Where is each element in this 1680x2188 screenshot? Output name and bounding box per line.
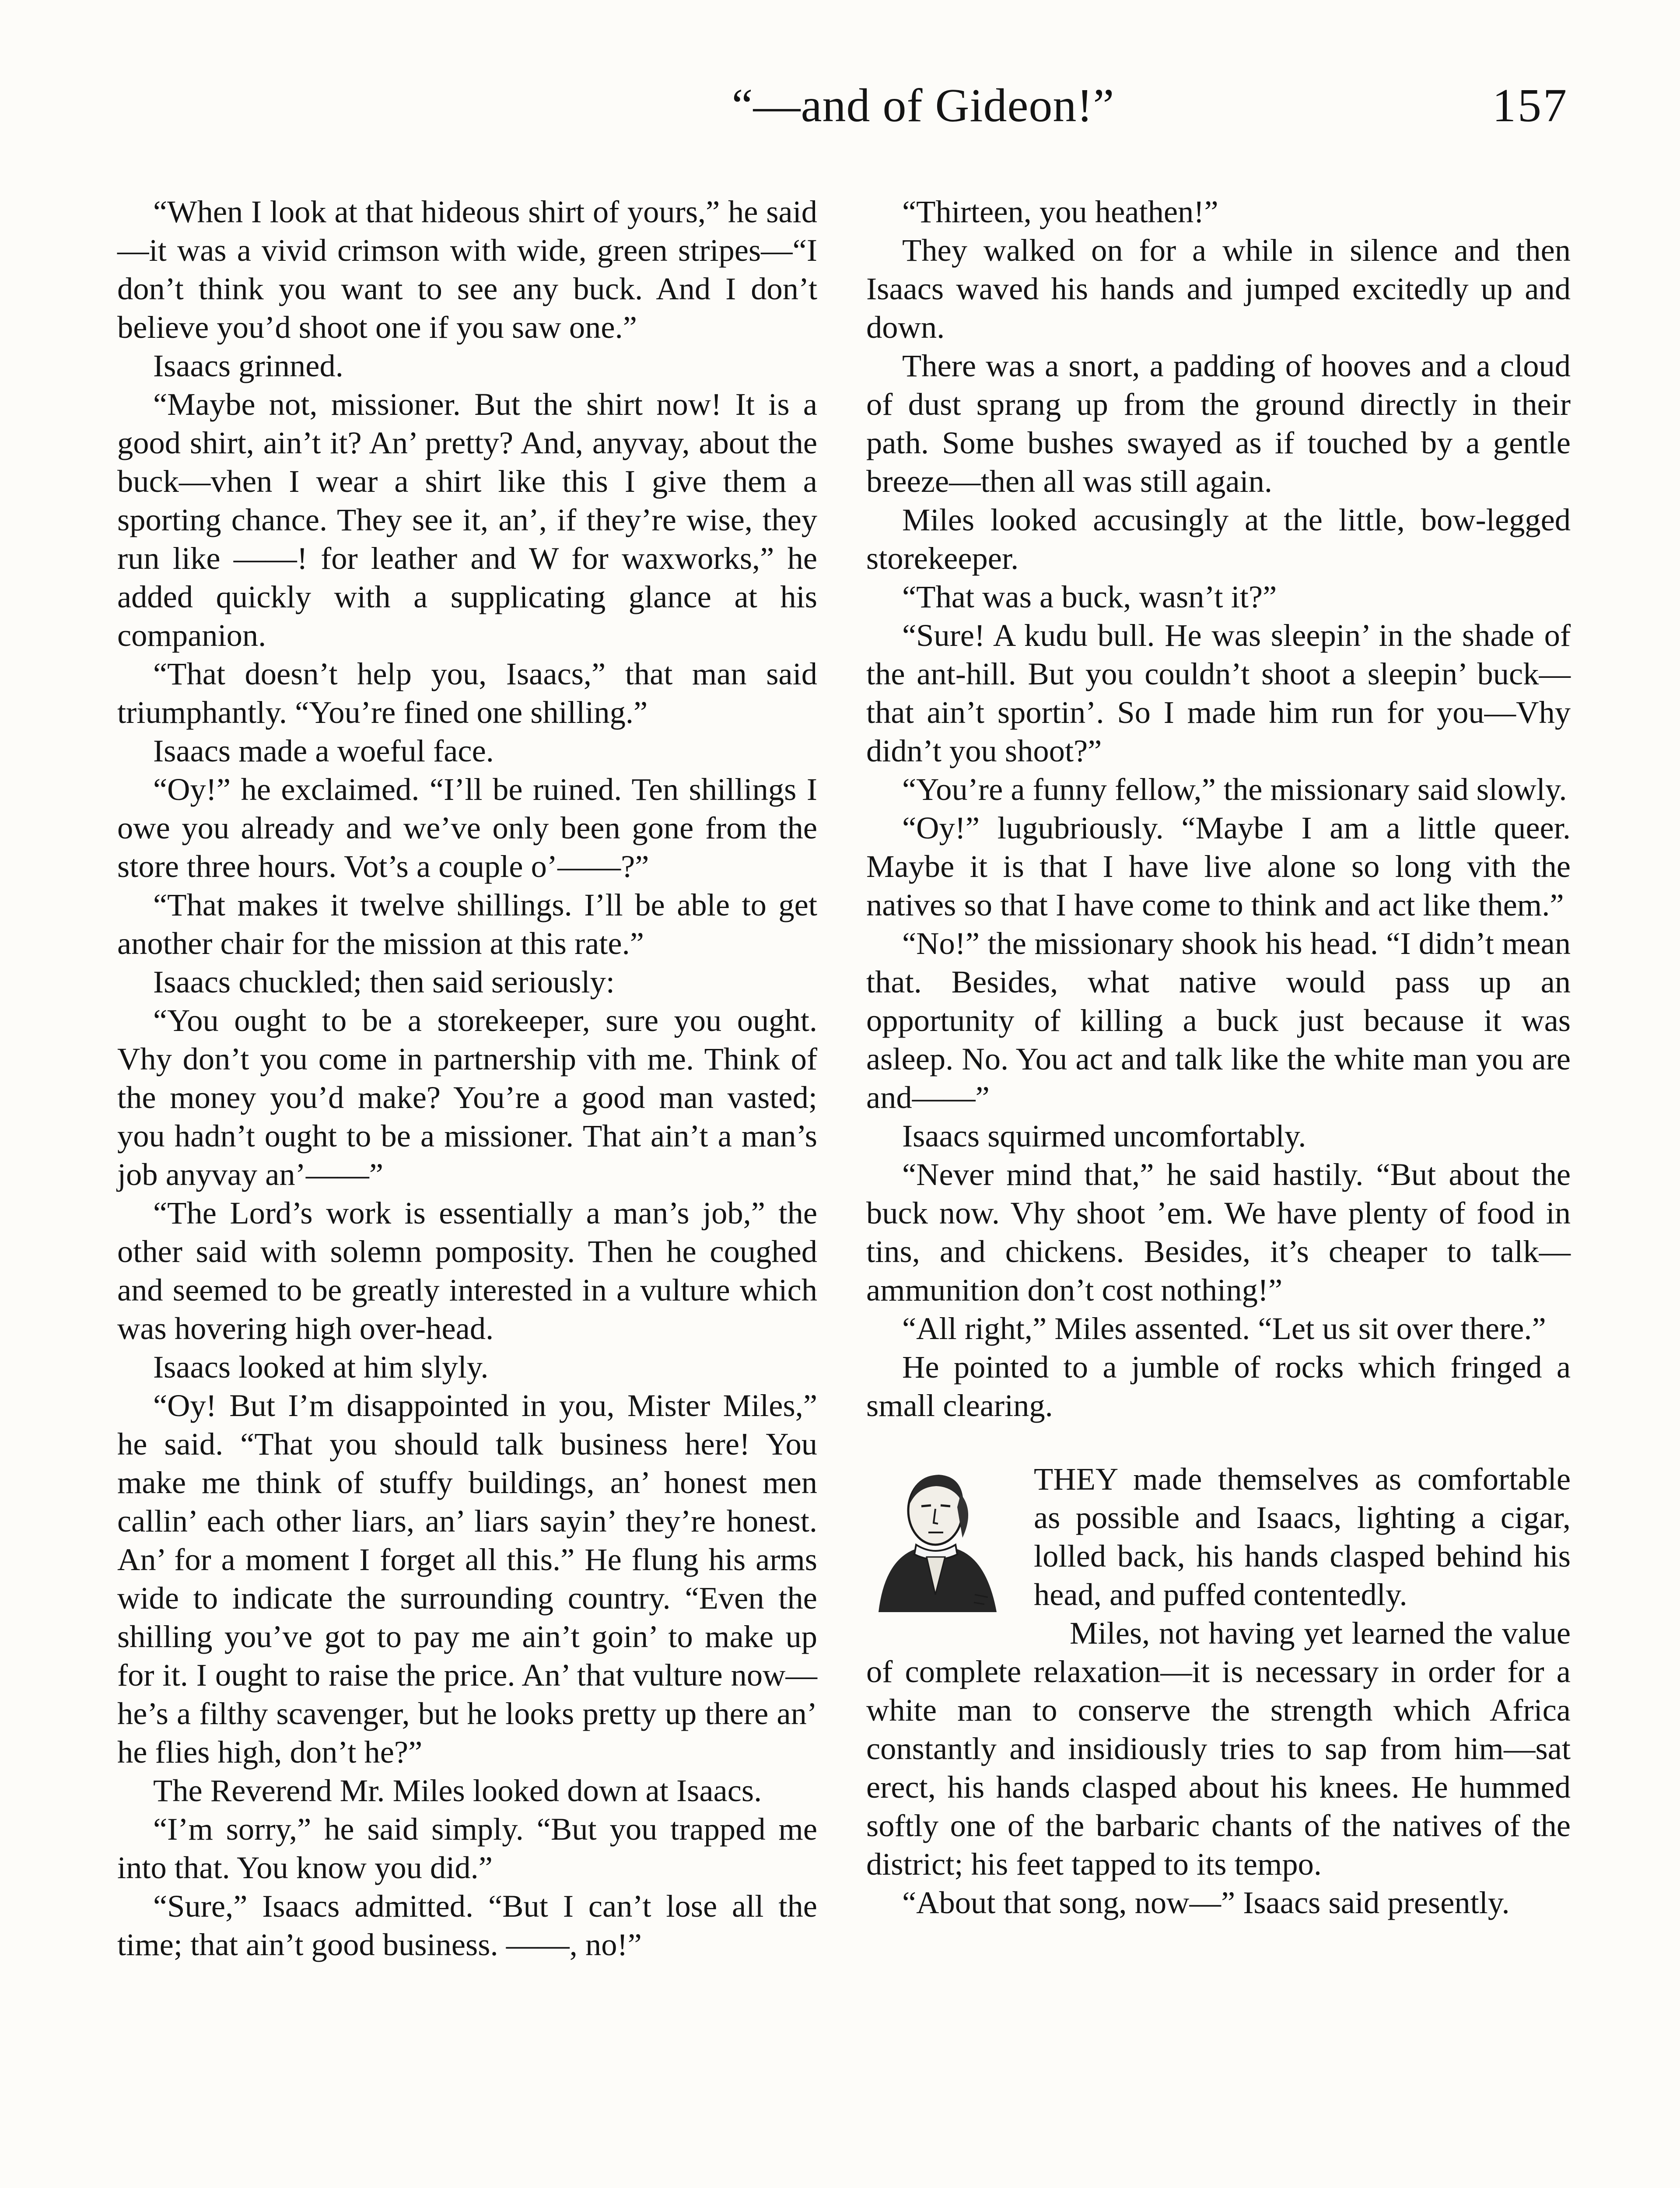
paragraph: “That makes it twelve shillings. I’ll be able to get another chair for the mission at this rate.” (117, 887, 817, 961)
paragraph: They walked on for a while in silence and then Isaacs waved his hands and jumped excitedly up and down. (866, 232, 1571, 345)
page-number: 157 (1492, 80, 1568, 132)
paragraph: “Thirteen, you heathen!” (902, 194, 1218, 229)
paragraph: Miles, not having yet learned the value of complete relaxation—it is necessary in order for a white man to conserve the strength which Africa constantly and insidiously tries to sap from him—sat erect, his hands clasped about his knees. He hummed softly one of the barbaric chants of the natives of the district; his feet tapped to its tempo. (866, 1615, 1571, 1882)
paragraph: The Reverend Mr. Miles looked down at Isaacs. (153, 1773, 762, 1808)
left-column (117, 193, 817, 1964)
paragraph: “The Lord’s work is essentially a man’s job,” the other said with solemn pomposity. Then he coughed and seemed to be greatly interested in a vulture which was hovering high over-head. (117, 1195, 817, 1346)
paragraph: “About that song, now—” Isaacs said presently. (902, 1885, 1510, 1920)
paragraph: “You ought to be a storekeeper, sure you ought. Vhy don’t you come in partnership vith me. Think of the money you’d make? You’re a good man vasted; you hadn’t ought to be a missioner. That ain’t a man’s job anyvay an’——” (117, 1003, 817, 1192)
paragraph: “Never mind that,” he said hastily. “But about the buck now. Vhy shoot ’em. We have plenty of food in tins, and chickens. Besides, it’s cheaper to talk—ammunition don’t cost nothing!” (866, 1157, 1571, 1308)
paragraph: “You’re a funny fellow,” the missionary said slowly. (902, 771, 1567, 807)
paragraph: Isaacs looked at him slyly. (153, 1349, 489, 1385)
paragraph: Isaacs made a woeful face. (153, 733, 494, 768)
paragraph: He pointed to a jumble of rocks which fringed a small clearing. (866, 1349, 1571, 1423)
paragraph: Miles looked accusingly at the little, bow-legged storekeeper. (866, 502, 1571, 576)
paragraph: “Sure,” Isaacs admitted. “But I can’t lose all the time; that ain’t good business. ——, no!” (117, 1888, 817, 1962)
paragraph: Isaacs grinned. (153, 348, 343, 383)
paragraph: “Maybe not, missioner. But the shirt now! It is a good shirt, ain’t it? An’ pretty? And, anyvay, about the buck—vhen I wear a shirt like this I give them a sporting chance. They see it, an’, if they’re wise, they run like ——! for leather and W for waxworks,” he added quickly with a supplicating glance at his companion. (117, 386, 817, 653)
paragraph: “That was a buck, wasn’t it?” (902, 579, 1277, 614)
paragraph: “I’m sorry,” he said simply. “But you trapped me into that. You know you did.” (117, 1811, 817, 1885)
paragraph: “Sure! A kudu bull. He was sleepin’ in the shade of the ant-hill. But you couldn’t shoot a sleepin’ buck—that ain’t sportin’. So I made him run for you—Vhy didn’t you shoot?” (866, 617, 1571, 768)
paragraph: “No!” the missionary shook his head. “I didn’t mean that. Besides, what native would pass up an opportunity of killing a buck just because it was asleep. No. You act and talk like the white man you are and——” (866, 926, 1571, 1115)
paragraph: “Oy!” he exclaimed. “I’ll be ruined. Ten shillings I owe you already and we’ve only been gone from the store three hours. Vot’s a couple o’——?” (117, 771, 817, 884)
section-break (866, 1460, 1571, 1922)
paragraph: Isaacs squirmed uncomfortably. (902, 1118, 1306, 1154)
paragraph: Isaacs chuckled; then said seriously: (153, 964, 615, 999)
running-head: “—and of Gideon!” (732, 80, 1115, 132)
paragraph: “That doesn’t help you, Isaacs,” that man said triumphantly. “You’re fined one shilling.” (117, 656, 817, 730)
paragraph: “Oy!” lugubriously. “Maybe I am a little queer. Maybe it is that I have live alone so long vith the natives so that I have come to think and act like them.” (866, 810, 1571, 922)
paragraph: THEY made themselves as comfortable as possible and Isaacs, lighting a cigar, lolled back, his hands clasped behind his head, and puffed contentedly. (1034, 1461, 1571, 1612)
paragraph: There was a snort, a padding of hooves and a cloud of dust sprang up from the ground directly in their path. Some bushes swayed as if touched by a gentle breeze—then all was still again. (866, 348, 1571, 499)
paragraph: “Oy! But I’m disappointed in you, Mister Miles,” he said. “That you should talk business here! You make me think of stuffy buildings, an’ honest men callin’ each other liars, an’ liars sayin’ they’re honest. An’ for a moment I forget all this.” He flung his arms wide to indicate the surrounding country. “Even the shilling you’ve got to pay me ain’t goin’ to make up for it. I ought to raise the price. An’ that vulture now—he’s a filthy scavenger, but he looks pretty up there an’ he flies high, don’t he?” (117, 1388, 817, 1770)
right-column (866, 193, 1571, 1922)
paragraph: “When I look at that hideous shirt of yours,” he said—it was a vivid crimson with wide, green stripes—“I don’t think you want to see any buck. And I don’t believe you’d shoot one if you saw one.” (117, 194, 817, 345)
paragraph: “All right,” Miles assented. “Let us sit over there.” (902, 1311, 1546, 1346)
portrait-illustration (870, 1463, 1021, 1621)
